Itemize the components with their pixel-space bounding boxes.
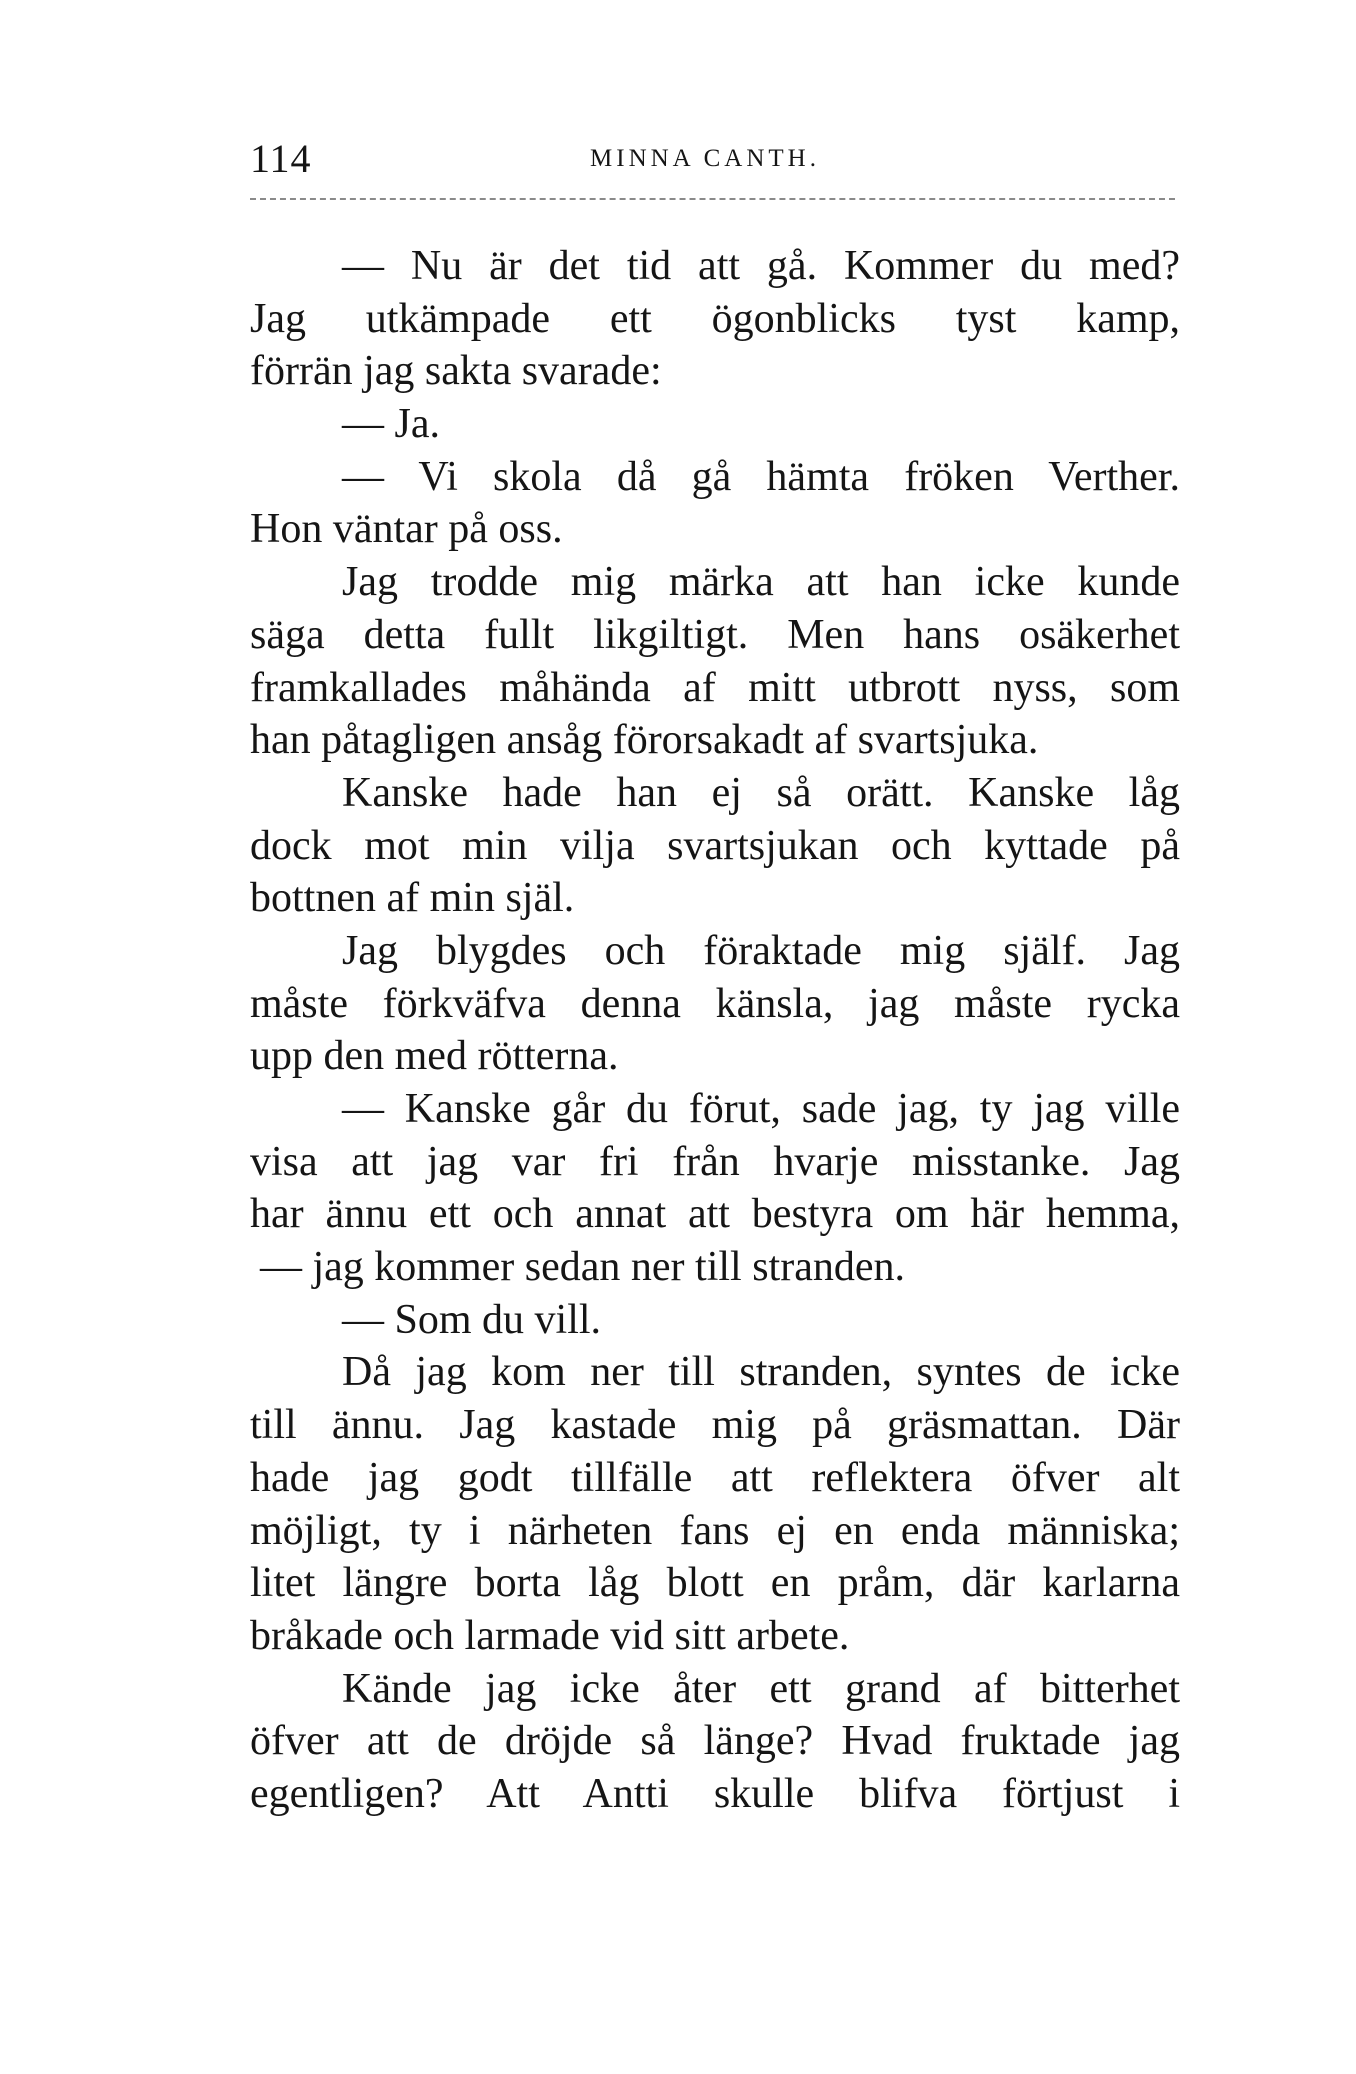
- text-line: öfver att de dröjde så länge? Hvad fruktade jag: [250, 1718, 1180, 1765]
- text-line: har ännu ett och annat att bestyra om här hemma,: [250, 1191, 1180, 1238]
- text-line: — Vi skola då gå hämta fröken Verther.: [342, 453, 1180, 500]
- text-line: — Kanske går du förut, sade jag, ty jag ville: [342, 1086, 1180, 1132]
- text-line: Kanske hade han ej så orätt. Kanske låg: [342, 769, 1180, 816]
- text-line: — Nu är det tid att gå. Kommer du med?: [342, 243, 1180, 289]
- text-line: — Som du vill.: [342, 1296, 602, 1343]
- text-line: — Ja.: [342, 401, 440, 448]
- text-line: upp den med rötterna.: [250, 1033, 619, 1080]
- text-line: bottnen af min själ.: [250, 875, 575, 922]
- text-line: Jag blygdes och föraktade mig själf. Jag: [342, 927, 1180, 974]
- body-text: [250, 240, 1180, 1821]
- text-line: förrän jag sakta svarade:: [250, 348, 662, 395]
- text-line: Kände jag icke åter ett grand af bitterhet: [342, 1665, 1180, 1712]
- text-line: han påtagligen ansåg förorsakadt af svartsjuka.: [250, 717, 1039, 764]
- text-line: Hon väntar på oss.: [250, 506, 563, 553]
- text-line: dock mot min vilja svartsjukan och kyttade på: [250, 822, 1180, 869]
- text-line: litet längre borta låg blott en pråm, där karlarna: [250, 1560, 1180, 1607]
- header-rule: [250, 198, 1175, 200]
- text-line: visa att jag var fri från hvarje misstanke. Jag: [250, 1138, 1180, 1185]
- running-header: [250, 135, 1180, 185]
- text-line: bråkade och larmade vid sitt arbete.: [250, 1612, 850, 1659]
- text-line: hade jag godt tillfälle att reflektera öfver alt: [250, 1454, 1180, 1501]
- text-line: Då jag kom ner till stranden, syntes de icke: [342, 1349, 1180, 1396]
- text-line: — jag kommer sedan ner till stranden.: [260, 1244, 905, 1291]
- text-line: till ännu. Jag kastade mig på gräsmattan. Där: [250, 1402, 1180, 1449]
- text-line: framkallades måhända af mitt utbrott nyss, som: [250, 664, 1180, 711]
- running-title: MINNA CANTH.: [590, 145, 820, 172]
- text-line: egentligen? Att Antti skulle blifva förtjust i: [250, 1770, 1180, 1817]
- text-line: måste förkväfva denna känsla, jag måste rycka: [250, 980, 1180, 1027]
- text-line: Jag utkämpade ett ögonblicks tyst kamp,: [250, 295, 1180, 342]
- text-line: Jag trodde mig märka att han icke kunde: [342, 559, 1180, 606]
- text-line: säga detta fullt likgiltigt. Men hans osäkerhet: [250, 611, 1180, 658]
- text-line: möjligt, ty i närheten fans ej en enda människa;: [250, 1507, 1180, 1554]
- page-number: 114: [250, 136, 312, 181]
